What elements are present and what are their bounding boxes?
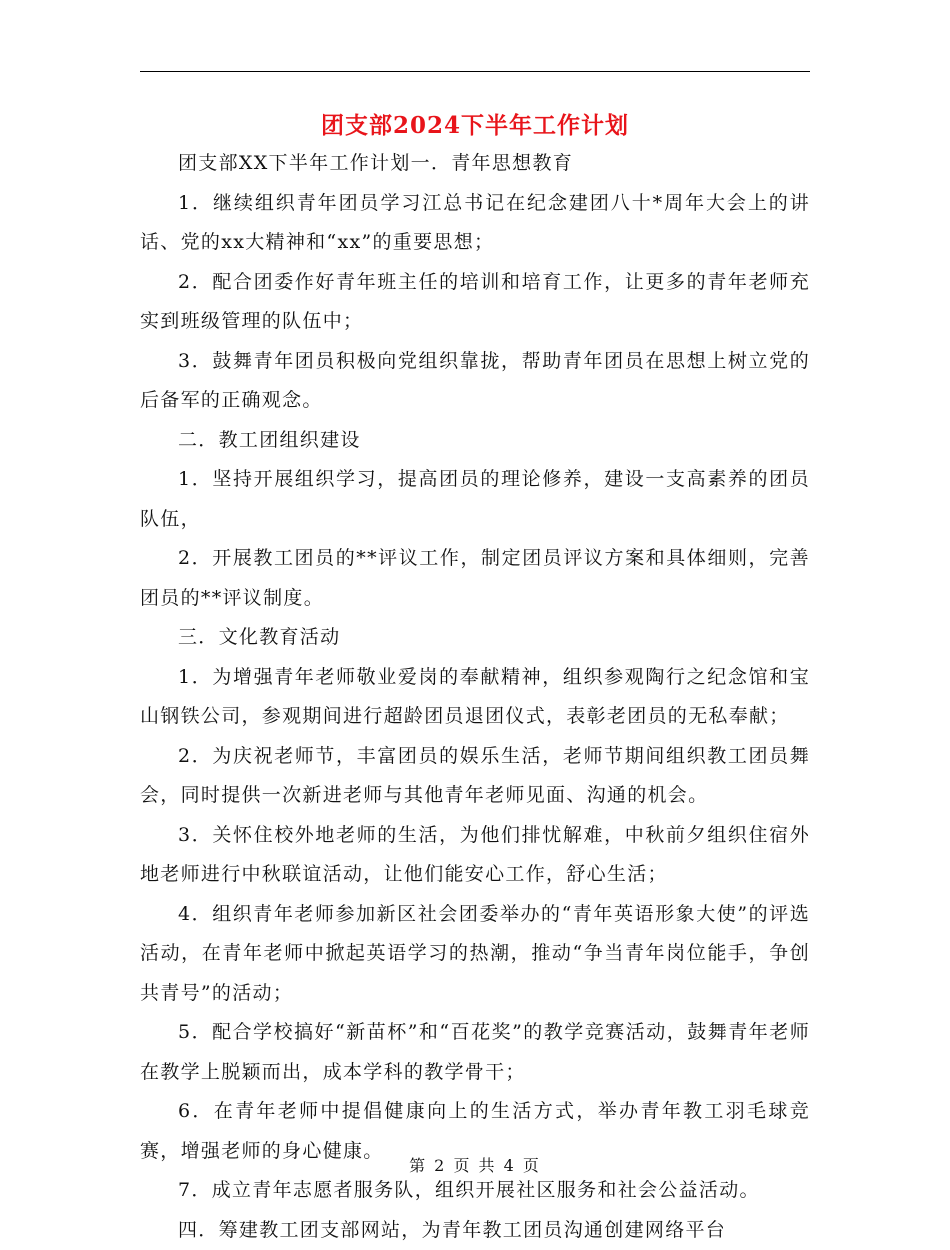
paragraph: 4．组织青年老师参加新区社会团委举办的“青年英语形象大使”的评选活动，在青年老师中掀起英语学习的热潮，推动“争当青年岗位能手，争创共青号”的活动； bbox=[140, 895, 810, 1014]
page-total: 4 bbox=[504, 1156, 516, 1175]
section-heading: 四．筹建教工团支部网站，为青年教工团员沟通创建网络平台 bbox=[140, 1211, 810, 1250]
paragraph: 2．为庆祝老师节，丰富团员的娱乐生活，老师节期间组织教工团员舞会，同时提供一次新进老师与其他青年老师见面、沟通的机会。 bbox=[140, 737, 810, 816]
paragraph: 1．为增强青年老师敬业爱岗的奉献精神，组织参观陶行之纪念馆和宝山钢铁公司，参观期间进行超龄团员退团仪式，表彰老团员的无私奉献； bbox=[140, 658, 810, 737]
section-heading: 二．教工团组织建设 bbox=[140, 421, 810, 461]
footer-suffix: 页 bbox=[523, 1156, 541, 1175]
footer-prefix: 第 bbox=[409, 1156, 427, 1175]
header-rule bbox=[140, 71, 810, 72]
paragraph: 团支部XX下半年工作计划一．青年思想教育 bbox=[140, 144, 810, 184]
paragraph: 3．关怀住校外地老师的生活，为他们排忧解难，中秋前夕组织住宿外地老师进行中秋联谊活动，让他们能安心工作，舒心生活； bbox=[140, 816, 810, 895]
section-heading: 三．文化教育活动 bbox=[140, 618, 810, 658]
document-body bbox=[140, 144, 810, 1250]
footer-middle: 页 共 bbox=[453, 1156, 496, 1175]
page-footer bbox=[0, 1151, 950, 1181]
paragraph: 7．成立青年志愿者服务队，组织开展社区服务和社会公益活动。 bbox=[140, 1171, 810, 1211]
paragraph: 3．鼓舞青年团员积极向党组织靠拢，帮助青年团员在思想上树立党的后备军的正确观念。 bbox=[140, 342, 810, 421]
paragraph: 5．配合学校搞好“新苗杯”和“百花奖”的教学竞赛活动，鼓舞青年老师在教学上脱颖而出，成本学科的教学骨干； bbox=[140, 1013, 810, 1092]
paragraph: 2．开展教工团员的**评议工作，制定团员评议方案和具体细则，完善团员的**评议制度。 bbox=[140, 539, 810, 618]
paragraph: 1．坚持开展组织学习，提高团员的理论修养，建设一支高素养的团员队伍， bbox=[140, 460, 810, 539]
paragraph: 6．在青年老师中提倡健康向上的生活方式，举办青年教工羽毛球竞赛，增强老师的身心健康。 bbox=[140, 1092, 810, 1171]
document-title: 团支部2024下半年工作计划 bbox=[140, 106, 810, 146]
page-number: 2 bbox=[434, 1156, 446, 1175]
paragraph: 2．配合团委作好青年班主任的培训和培育工作，让更多的青年老师充实到班级管理的队伍中； bbox=[140, 263, 810, 342]
paragraph: 1．继续组织青年团员学习江总书记在纪念建团八十*周年大会上的讲话、党的xx大精神和“xx”的重要思想； bbox=[140, 184, 810, 263]
